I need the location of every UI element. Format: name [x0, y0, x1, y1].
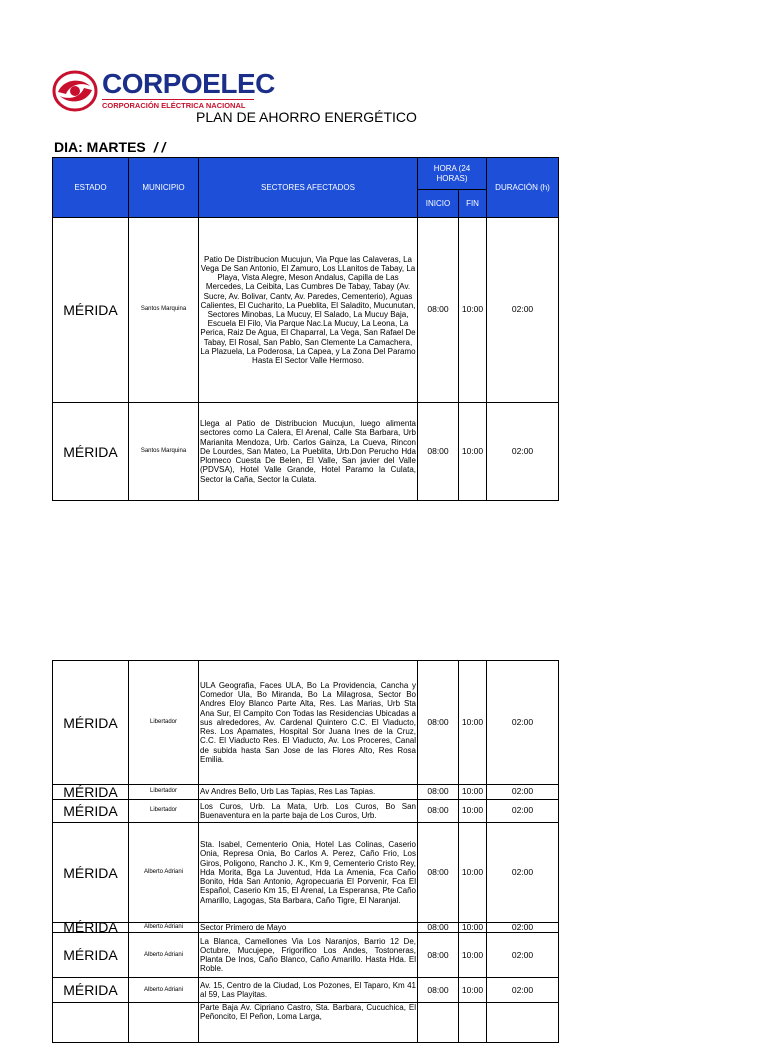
sectores-cell: ULA Geografia, Faces ULA, Bo La Providencia, Cancha y Comedor Ula, Bo Miranda, Bo La Milagrosa, Sector Bo Andres Eloy Blanco Parte Alta, Res. Las Marias, Urb Sta Ana Sur, El Campito Con Todas las Residencias Ubicadas a sus alrededores, Av. Cardenal Quintero C.C. El Viaducto, Res. Los Apamates, Hospital Sor Juana Ines de la Cruz, C.C. El Viaducto Res. El Viaducto, Av. Los Proceres, Canal de subida hasta San Jose de las Flores Alto, Res Rosa Emilia. [199, 661, 418, 785]
fin-cell: 10:00 [459, 661, 487, 785]
municipio-cell: Alberto Adriani [129, 823, 199, 923]
estado-cell [53, 1003, 129, 1043]
day-label: DIA: MARTES [54, 139, 146, 155]
page-title: PLAN DE AHORRO ENERGÉTICO [196, 109, 417, 125]
inicio-cell [418, 1003, 459, 1043]
header-estado: ESTADO [53, 158, 129, 218]
estado-cell: MÉRIDA [53, 800, 129, 823]
table-row [53, 933, 559, 978]
inicio-cell: 08:00 [418, 800, 459, 823]
table-row [53, 403, 559, 501]
table-row [53, 785, 559, 800]
duracion-cell: 02:00 [487, 800, 559, 823]
schedule-table-top [52, 157, 559, 501]
header-hora: HORA (24 HORAS) [418, 158, 487, 190]
inicio-cell: 08:00 [418, 218, 459, 403]
municipio-cell: Alberto Adriani [129, 933, 199, 978]
fin-cell: 10:00 [459, 800, 487, 823]
duracion-cell: 02:00 [487, 978, 559, 1003]
municipio-cell [129, 1003, 199, 1043]
header-municipio: MUNICIPIO [129, 158, 199, 218]
logo-wordmark: CORPOELEC [102, 68, 275, 99]
estado-cell: MÉRIDA [53, 823, 129, 923]
table-row [53, 978, 559, 1003]
fin-cell: 10:00 [459, 923, 487, 933]
municipio-cell: Santos Marquina [129, 218, 199, 403]
logo-subtitle: CORPORACIÓN ELÉCTRICA NACIONAL [102, 101, 246, 110]
fin-cell: 10:00 [459, 785, 487, 800]
fin-cell [459, 1003, 487, 1043]
estado-cell: MÉRIDA [53, 785, 129, 800]
sectores-cell: Los Curos, Urb. La Mata, Urb. Los Curos, Bo San Buenaventura en la parte baja de Los Curos, Urb. [199, 800, 418, 823]
table-row [53, 1003, 559, 1043]
schedule-table-bottom [52, 660, 559, 1043]
inicio-cell: 08:00 [418, 978, 459, 1003]
duracion-cell: 02:00 [487, 933, 559, 978]
duracion-cell: 02:00 [487, 661, 559, 785]
inicio-cell: 08:00 [418, 823, 459, 923]
estado-cell: MÉRIDA [53, 923, 129, 933]
sectores-cell: Sta. Isabel, Cementerio Onia, Hotel Las Colinas, Caserio Onia, Represa Onia, Bo Carlos A. Perez, Caño Frio, Los Giros, Poligono, Rancho J. K., Km 9, Cementerio Cristo Rey, Hda Morita, Bga La Juventud, Hda La Amenia, Fca Caño Bonito, Hda San Antonio, Agropecuaria El Porvenir, Fca El Español, Caserio Km 15, El Arenal, La Esperansa, Pte Caño Amarillo, Lagogas, Sta Barbara, Caño Tigre, El Naranjal. [199, 823, 418, 923]
duracion-cell [487, 1003, 559, 1043]
header-sectores: SECTORES AFECTADOS [199, 158, 418, 218]
municipio-cell: Alberto Adriani [129, 923, 199, 933]
sectores-cell: Llega al Patio de Distribucion Mucujun, luego alimenta sectores como La Calera, El Arenal, Calle Sta Barbara, Urb Marianita Mendoza, Urb. Carlos Gainza, La Cueva, Rincon De Lourdes, San Mateo, La Pueblita, Urb.Don Perucho Hda Plomeco Cuesta De Belen, El Valle, San javier del Valle (PDVSA), Hotel Valle Grande, Hotel Paramo la Culata, Sector la Caña, Sector la Culata. [199, 403, 418, 501]
municipio-cell: Santos Marquina [129, 403, 199, 501]
sectores-cell: Parte Baja Av. Cipriano Castro, Sta. Barbara, Cucuchica, El Peñoncito, El Peñon, Loma Larga, [199, 1003, 418, 1043]
header-fin: FIN [459, 190, 487, 218]
fin-cell: 10:00 [459, 403, 487, 501]
sectores-cell: Patio De Distribucion Mucujun, Via Pque las Calaveras, La Vega De San Antonio, El Zamuro, Los LLanitos de Tabay, La Playa, Vista Alegre, Meson Andalus, Capilla de Las Mercedes, La Ceibita, Las Cumbres De Tabay, Tabay (Av. Sucre, Av. Bolivar, Cantv, Av. Paredes, Cementerio), Aguas Calientes, El Cucharito, La Pueblita, El Saladito, Mucunutan, Sectores Minobas, La Mucuy, El Salado, La Mucuy Baja, Escuela El Filo, Via Parque Nac.La Mucuy, La Leona, La Perica, Raiz De Agua, El Chaparral, La Vega, San Rafael De Tabay, El Rosal, San Pablo, San Clemente La Camachera, La Plazuela, La Poderosa, La Capea, y La Zona Del Paramo Hasta El Sector Valle Hermoso. [199, 218, 418, 403]
duracion-cell: 02:00 [487, 785, 559, 800]
estado-cell: MÉRIDA [53, 661, 129, 785]
table-row [53, 923, 559, 933]
fin-cell: 10:00 [459, 823, 487, 923]
table-row [53, 800, 559, 823]
sectores-cell: Av Andres Bello, Urb Las Tapias, Res Las Tapias. [199, 785, 418, 800]
estado-cell: MÉRIDA [53, 218, 129, 403]
estado-cell: MÉRIDA [53, 978, 129, 1003]
municipio-cell: Libertador [129, 785, 199, 800]
duracion-cell: 02:00 [487, 923, 559, 933]
inicio-cell: 08:00 [418, 923, 459, 933]
duracion-cell: 02:00 [487, 823, 559, 923]
sectores-cell: Sector Primero de Mayo [199, 923, 418, 933]
inicio-cell: 08:00 [418, 785, 459, 800]
municipio-cell: Libertador [129, 661, 199, 785]
table-row [53, 218, 559, 403]
table-row [53, 661, 559, 785]
inicio-cell: 08:00 [418, 933, 459, 978]
fin-cell: 10:00 [459, 978, 487, 1003]
duracion-cell: 02:00 [487, 403, 559, 501]
sectores-cell: La Blanca, Camellones Via Los Naranjos, Barrio 12 De, Octubre, Mucujepe, Frigorifico Los Andes, Tostoneras, Planta De Inos, Caño Blanco, Caño Amarillo. Hasta Hda. El Roble. [199, 933, 418, 978]
corpoelec-emblem-icon [52, 70, 98, 112]
day-date: / / [153, 139, 166, 155]
logo-divider [102, 99, 254, 100]
duracion-cell: 02:00 [487, 218, 559, 403]
municipio-cell: Alberto Adriani [129, 978, 199, 1003]
estado-cell: MÉRIDA [53, 933, 129, 978]
table-row [53, 823, 559, 923]
inicio-cell: 08:00 [418, 661, 459, 785]
sectores-cell: Av. 15, Centro de la Ciudad, Los Pozones, El Taparo, Km 41 al 59, Las Playitas. [199, 978, 418, 1003]
header-duracion: DURACIÓN (h) [487, 158, 559, 218]
estado-cell: MÉRIDA [53, 403, 129, 501]
fin-cell: 10:00 [459, 933, 487, 978]
fin-cell: 10:00 [459, 218, 487, 403]
corpoelec-logo [52, 68, 275, 112]
municipio-cell: Libertador [129, 800, 199, 823]
header-inicio: INICIO [418, 190, 459, 218]
inicio-cell: 08:00 [418, 403, 459, 501]
day-heading [54, 139, 165, 155]
